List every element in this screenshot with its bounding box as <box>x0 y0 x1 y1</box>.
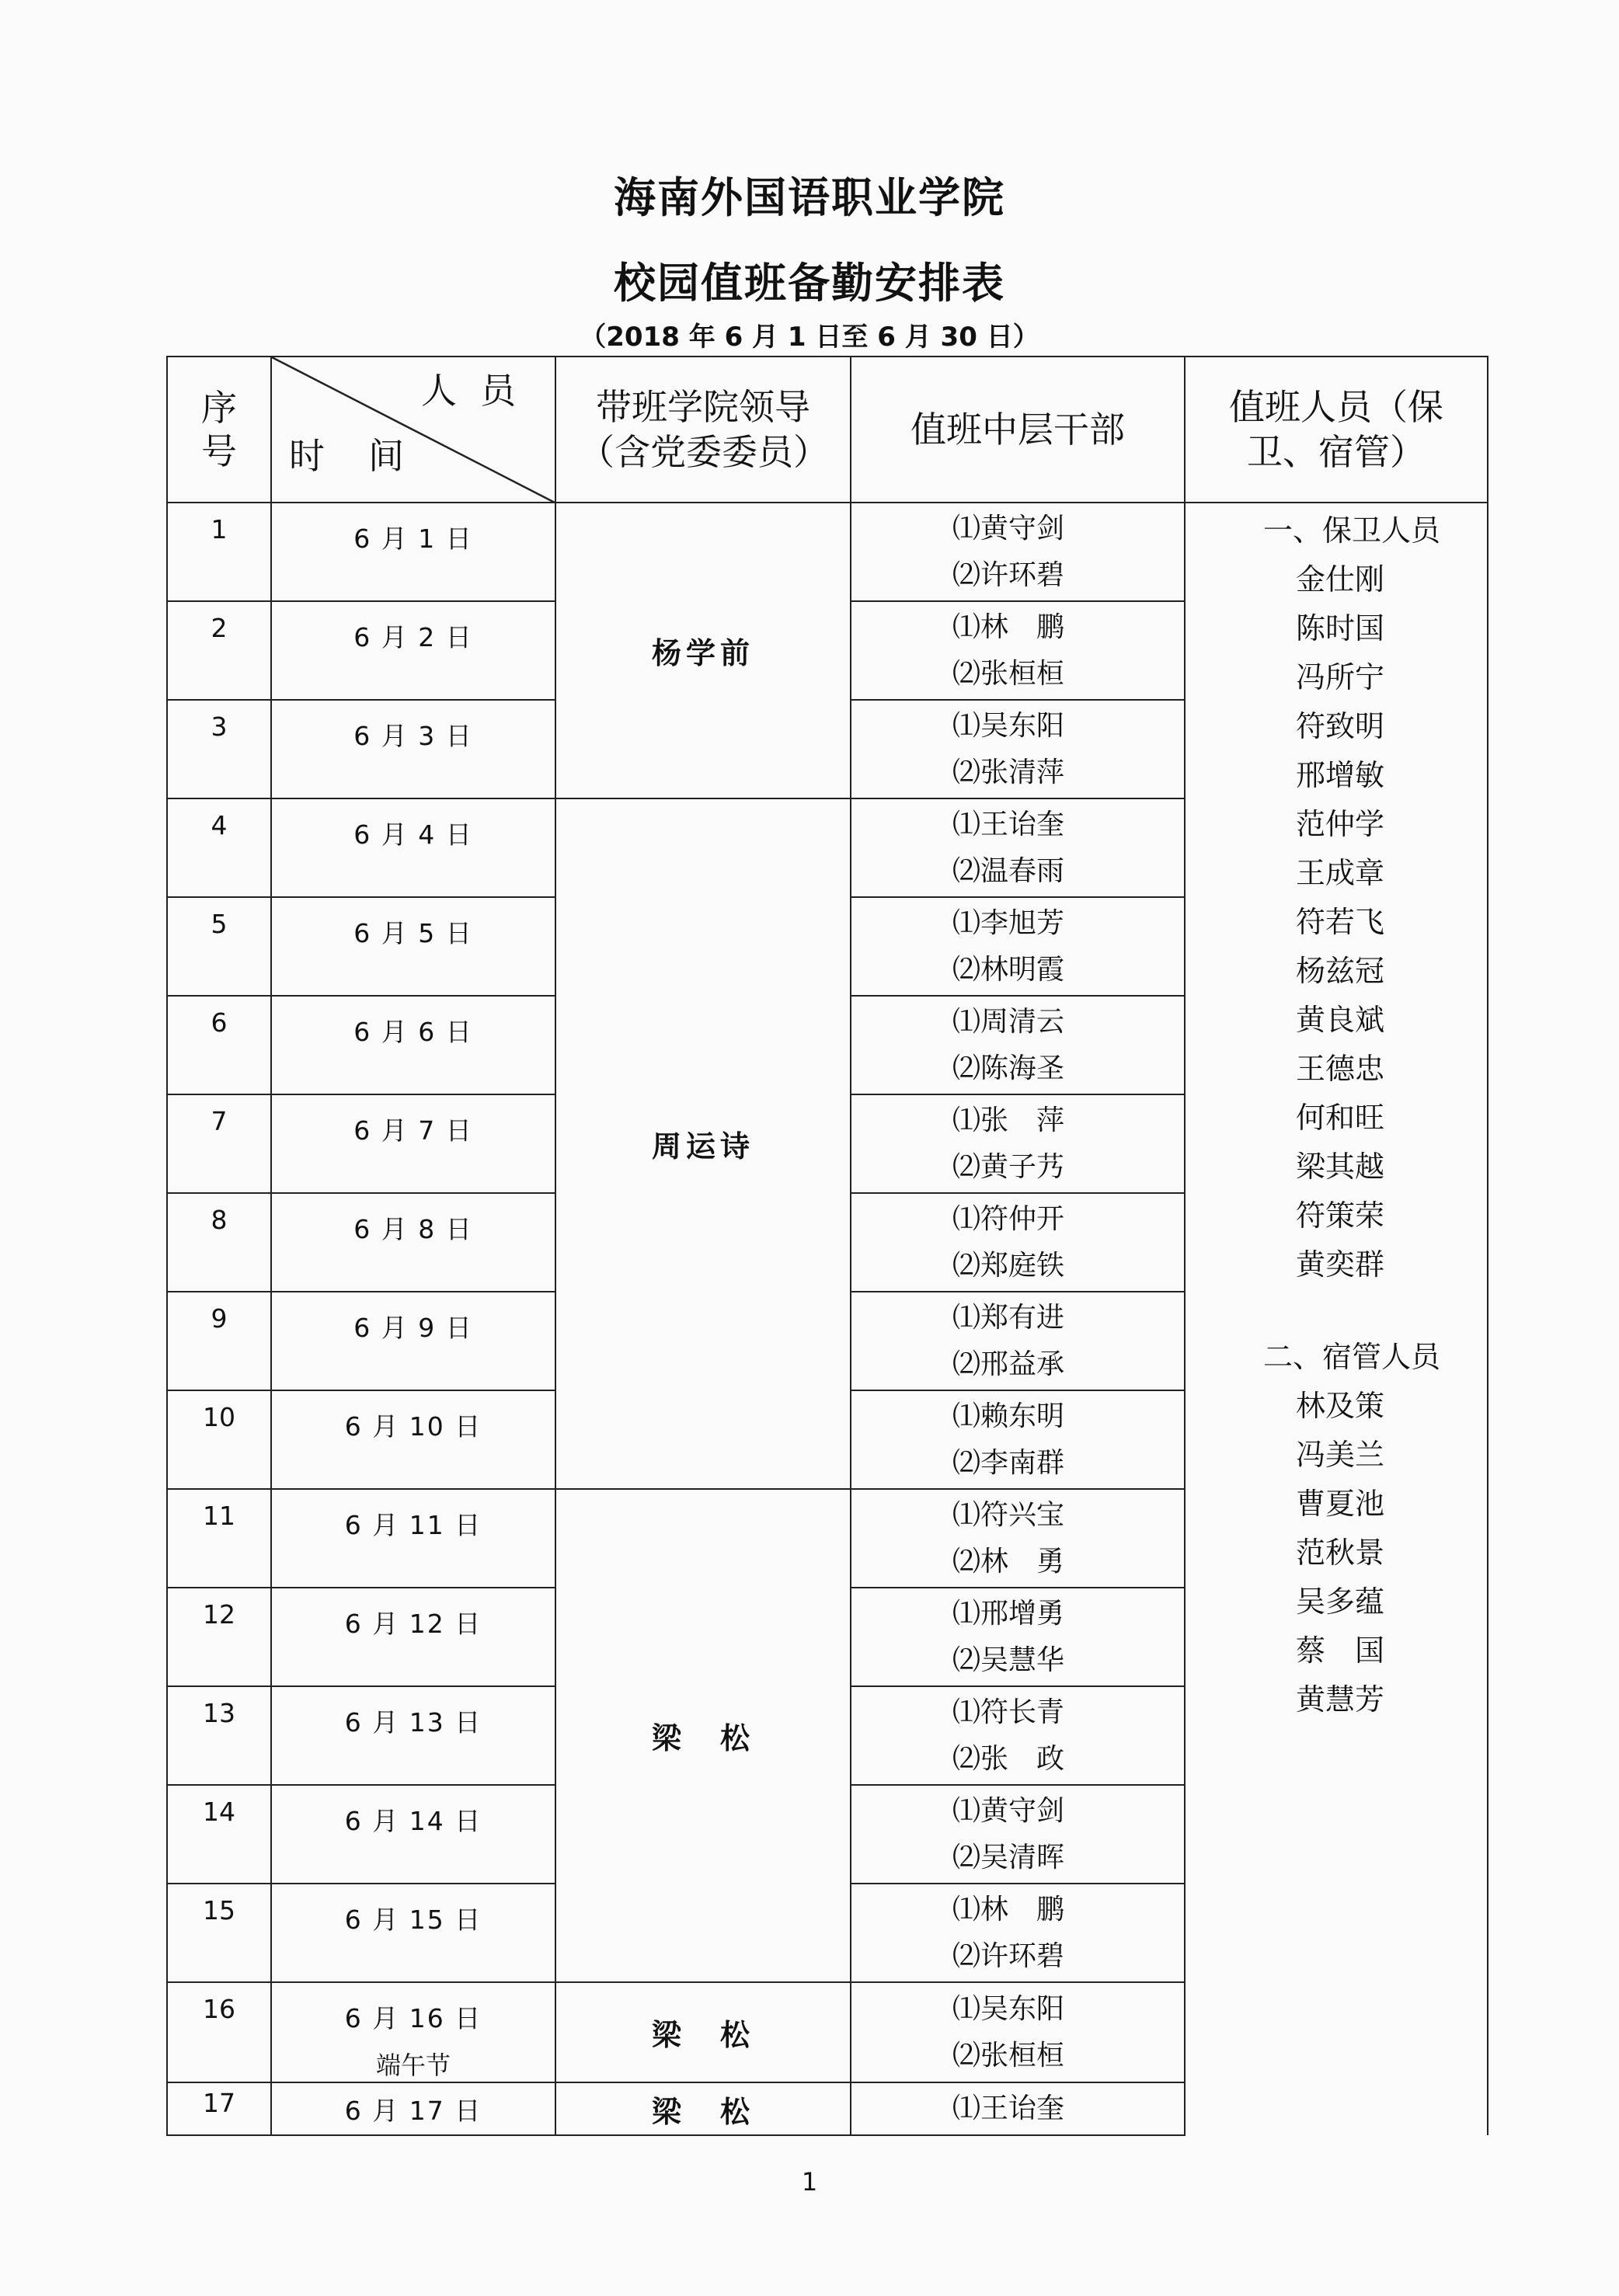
cadre-2: ⑵郑庭铁 <box>952 1249 1065 1282</box>
cadre-2: ⑵吴清晖 <box>952 1841 1065 1873</box>
header-diag-time: 时间 <box>289 435 447 477</box>
date-cell: 6 月 7 日 <box>271 1094 555 1193</box>
staff-name: 曹夏池 <box>1296 1487 1385 1521</box>
cadre-2: ⑵黄子艿 <box>952 1150 1065 1183</box>
cadre-1: ⑴李旭芳 <box>952 906 1065 939</box>
cadre-cell <box>851 2082 1185 2135</box>
date-cell: 6 月 9 日 <box>271 1292 555 1390</box>
seq-cell: 5 <box>167 897 271 996</box>
staff-name: 符策荣 <box>1296 1198 1385 1233</box>
seq-cell: 1 <box>167 503 271 601</box>
seq-cell: 4 <box>167 798 271 897</box>
staff-name: 金仕刚 <box>1296 562 1385 597</box>
staff-list <box>1186 503 1487 1724</box>
seq-cell: 14 <box>167 1785 271 1884</box>
cadre-2: ⑵陈海圣 <box>952 1052 1065 1084</box>
cadre-cell <box>851 1094 1185 1193</box>
date-cell <box>271 1982 555 2082</box>
cadre-2: ⑵林明霞 <box>952 953 1065 986</box>
cadre-1: ⑴黄守剑 <box>952 1794 1065 1827</box>
document-title: 校园值班备勤安排表 <box>614 259 1005 308</box>
seq-cell: 6 <box>167 996 271 1094</box>
staff-name: 梁其越 <box>1296 1150 1385 1184</box>
staff-name: 林及策 <box>1296 1389 1385 1423</box>
staff-name: 何和旺 <box>1296 1101 1385 1135</box>
cadre-cell <box>851 897 1185 996</box>
staff-name: 范秋景 <box>1296 1536 1385 1570</box>
date-cell: 6 月 6 日 <box>271 996 555 1094</box>
holiday-note: 端午节 <box>375 2051 451 2080</box>
staff-name: 吴多蕴 <box>1296 1585 1385 1619</box>
cadre-cell <box>851 996 1185 1094</box>
staff-name: 王德忠 <box>1296 1052 1385 1086</box>
date-cell: 6 月 1 日 <box>271 503 555 601</box>
header-staff: 值班人员（保卫、宿管） <box>1185 357 1488 503</box>
cadre-2: ⑵邢益承 <box>952 1348 1065 1380</box>
cadre-cell <box>851 700 1185 798</box>
staff-name: 王成章 <box>1296 856 1385 890</box>
school-name: 海南外国语职业学院 <box>614 173 1005 222</box>
staff-name: 蔡 国 <box>1296 1633 1385 1668</box>
cadre-1: ⑴周清云 <box>952 1005 1065 1038</box>
cadre-1: ⑴黄守剑 <box>952 512 1065 544</box>
cadre-2: ⑵张桓桓 <box>952 657 1065 690</box>
date-cell: 6 月 8 日 <box>271 1193 555 1292</box>
date-cell: 6 月 15 日 <box>271 1884 555 1982</box>
cadre-cell <box>851 1292 1185 1390</box>
cadre-2: ⑵张 政 <box>952 1742 1065 1775</box>
staff-cell <box>1185 503 1488 2135</box>
cadre-2: ⑵温春雨 <box>952 854 1065 887</box>
seq-cell: 15 <box>167 1884 271 1982</box>
date-cell: 6 月 5 日 <box>271 897 555 996</box>
seq-cell: 17 <box>167 2082 271 2135</box>
header-person-time <box>271 357 555 503</box>
seq-cell: 7 <box>167 1094 271 1193</box>
cadre-cell <box>851 1785 1185 1884</box>
staff-name: 范仲学 <box>1296 807 1385 841</box>
date-cell: 6 月 2 日 <box>271 601 555 700</box>
header-leader: 带班学院领导（含党委委员） <box>555 357 851 503</box>
seq-cell: 3 <box>167 700 271 798</box>
cadre-1: ⑴符长青 <box>952 1696 1065 1728</box>
cadre-2: ⑵吴慧华 <box>952 1644 1065 1676</box>
cadre-cell <box>851 1588 1185 1686</box>
header-seq: 序号 <box>167 357 271 503</box>
staff-name: 黄良斌 <box>1296 1003 1385 1037</box>
staff-name: 符若飞 <box>1296 905 1385 939</box>
duty-schedule-table <box>166 356 1488 2136</box>
date-cell: 6 月 10 日 <box>271 1390 555 1489</box>
cadre-cell <box>851 503 1185 601</box>
cadre-cell <box>851 1884 1185 1982</box>
date-cell: 6 月 4 日 <box>271 798 555 897</box>
cadre-2: ⑵许环碧 <box>952 558 1065 591</box>
cadre-2: ⑵李南群 <box>952 1446 1065 1479</box>
seq-cell: 16 <box>167 1982 271 2082</box>
date-cell: 6 月 17 日 <box>271 2082 555 2135</box>
cadre-cell <box>851 798 1185 897</box>
cadre-2: ⑵张清萍 <box>952 756 1065 788</box>
cadre-cell <box>851 1982 1185 2082</box>
cadre-1: ⑴邢增勇 <box>952 1597 1065 1630</box>
security-section-title: 一、保卫人员 <box>1263 513 1441 548</box>
staff-name: 符致明 <box>1296 709 1385 743</box>
cadre-1: ⑴郑有进 <box>952 1301 1065 1334</box>
cadre-1: ⑴吴东阳 <box>952 709 1065 742</box>
cadre-1: ⑴张 萍 <box>952 1104 1065 1136</box>
table-row <box>167 503 1488 601</box>
date-range: （2018 年 6 月 1 日至 6 月 30 日） <box>580 322 1039 353</box>
date-cell: 6 月 12 日 <box>271 1588 555 1686</box>
cadre-1: ⑴王诒奎 <box>952 2092 1065 2124</box>
staff-name: 邢增敏 <box>1296 758 1385 792</box>
date-cell: 6 月 13 日 <box>271 1686 555 1785</box>
cadre-2: ⑵林 勇 <box>952 1545 1065 1578</box>
staff-name: 陈时国 <box>1296 611 1385 645</box>
leader-cell: 杨学前 <box>555 503 851 798</box>
date-cell: 6 月 11 日 <box>271 1489 555 1588</box>
header-cadre: 值班中层干部 <box>851 357 1185 503</box>
cadre-1: ⑴赖东明 <box>952 1400 1065 1432</box>
seq-cell: 12 <box>167 1588 271 1686</box>
staff-name: 冯美兰 <box>1296 1438 1385 1472</box>
cadre-cell <box>851 1489 1185 1588</box>
seq-cell: 8 <box>167 1193 271 1292</box>
date-cell: 6 月 14 日 <box>271 1785 555 1884</box>
cadre-1: ⑴王诒奎 <box>952 808 1065 840</box>
cadre-1: ⑴林 鹏 <box>952 611 1065 643</box>
staff-name: 黄奕群 <box>1296 1247 1385 1282</box>
seq-cell: 2 <box>167 601 271 700</box>
cadre-cell <box>851 1390 1185 1489</box>
date-text: 6 月 16 日 <box>344 2003 482 2033</box>
cadre-1: ⑴林 鹏 <box>952 1893 1065 1926</box>
staff-name: 冯所宁 <box>1296 660 1385 694</box>
leader-cell: 梁 松 <box>555 1489 851 1982</box>
cadre-1: ⑴符兴宝 <box>952 1498 1065 1531</box>
seq-cell: 10 <box>167 1390 271 1489</box>
staff-name: 杨兹冠 <box>1296 954 1385 988</box>
leader-cell: 梁 松 <box>555 2082 851 2135</box>
cadre-1: ⑴吴东阳 <box>952 1992 1065 2025</box>
header-diag-person: 人员 <box>421 370 539 412</box>
cadre-cell <box>851 601 1185 700</box>
page-number: 1 <box>801 2167 818 2197</box>
cadre-cell <box>851 1686 1185 1785</box>
leader-cell: 梁 松 <box>555 1982 851 2082</box>
cadre-cell <box>851 1193 1185 1292</box>
date-cell: 6 月 3 日 <box>271 700 555 798</box>
staff-name: 黄慧芳 <box>1296 1682 1385 1717</box>
cadre-2: ⑵张桓桓 <box>952 2039 1065 2072</box>
seq-cell: 11 <box>167 1489 271 1588</box>
seq-cell: 9 <box>167 1292 271 1390</box>
seq-cell: 13 <box>167 1686 271 1785</box>
leader-cell: 周运诗 <box>555 798 851 1489</box>
table-header-row <box>167 357 1488 503</box>
cadre-2: ⑵许环碧 <box>952 1939 1065 1972</box>
dorm-section-title: 二、宿管人员 <box>1263 1340 1441 1374</box>
cadre-1: ⑴符仲开 <box>952 1202 1065 1235</box>
